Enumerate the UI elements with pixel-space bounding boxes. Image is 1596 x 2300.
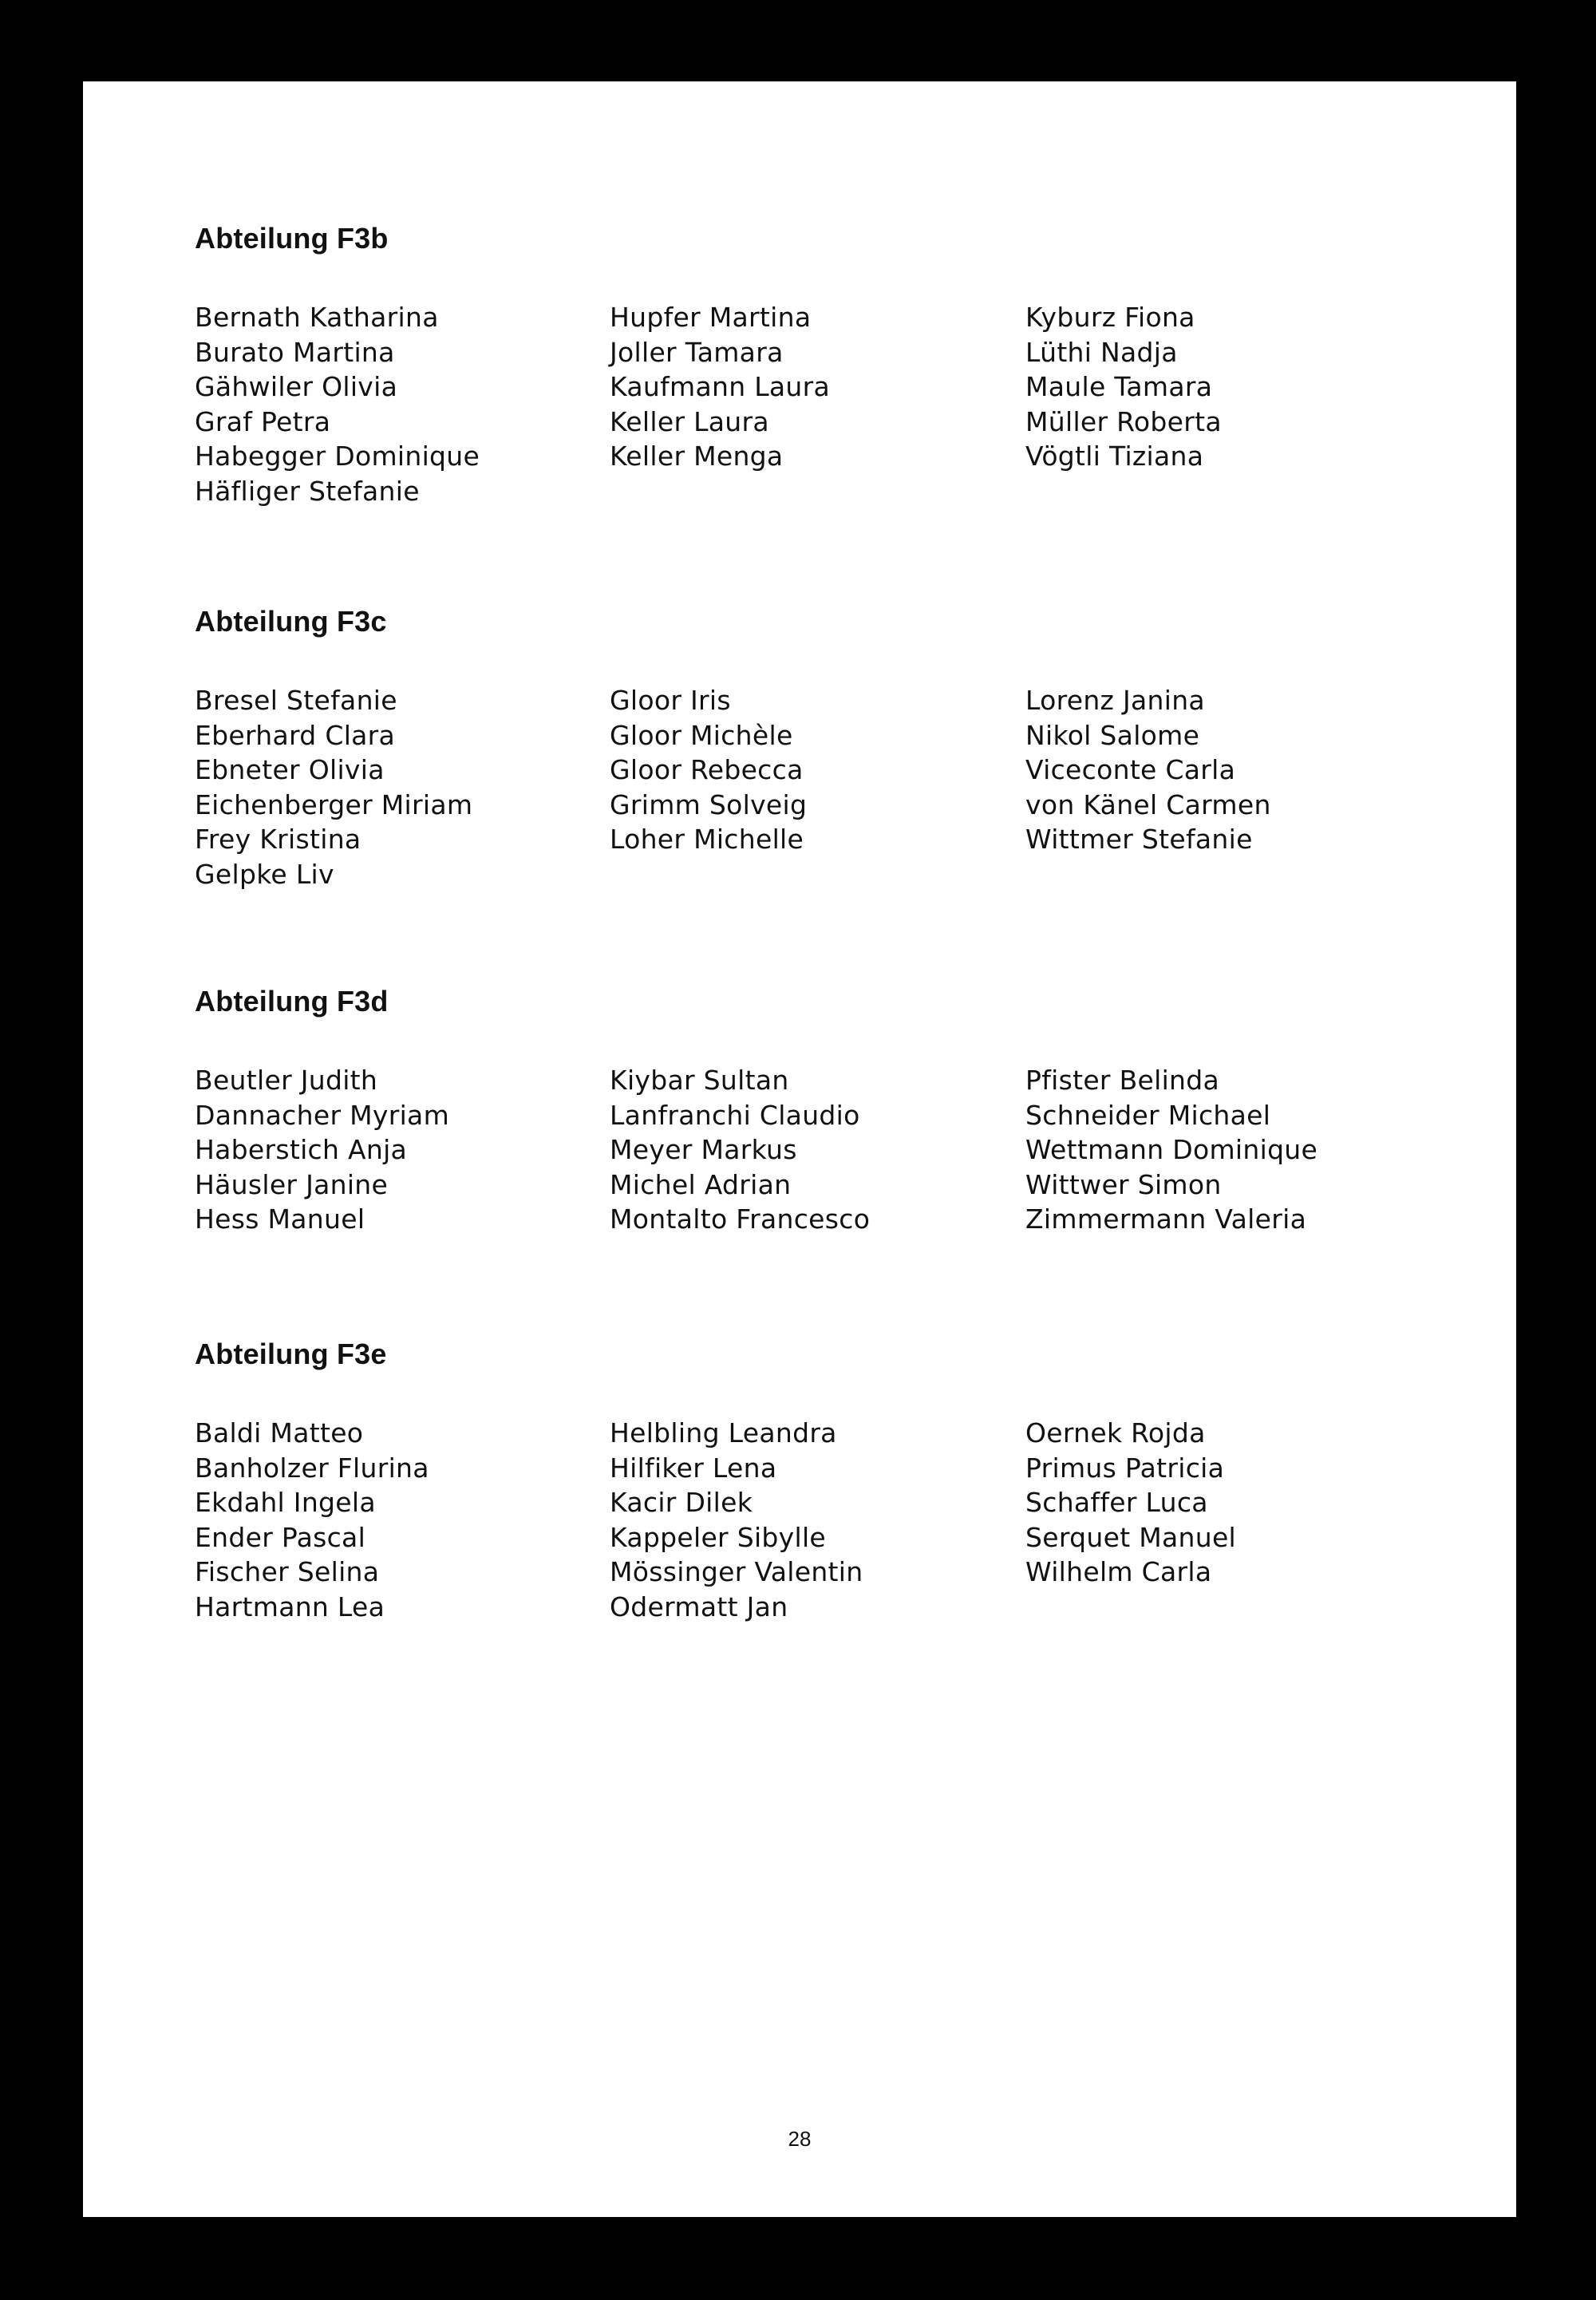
list-item: Keller Menga xyxy=(610,441,784,472)
name-column xyxy=(195,683,594,891)
list-item: Gloor Michèle xyxy=(610,719,793,751)
list-item: Wittmer Stefanie xyxy=(1025,824,1253,855)
list-item: Gähwiler Olivia xyxy=(195,371,398,402)
list-item: Wilhelm Carla xyxy=(1025,1556,1212,1587)
list-item: Zimmermann Valeria xyxy=(1025,1203,1307,1235)
list-item: Haberstich Anja xyxy=(195,1134,408,1165)
list-item: Oernek Rojda xyxy=(1025,1417,1206,1448)
list-item: Kiybar Sultan xyxy=(610,1065,789,1096)
name-column xyxy=(610,1416,1009,1624)
list-item: Hartmann Lea xyxy=(195,1591,385,1622)
list-item: von Känel Carmen xyxy=(1025,788,1271,820)
list-item: Loher Michelle xyxy=(610,824,804,855)
list-item: Schneider Michael xyxy=(1025,1099,1271,1131)
list-item: Primus Patricia xyxy=(1025,1452,1225,1484)
list-item: Schaffer Luca xyxy=(1025,1487,1208,1518)
name-column xyxy=(610,683,1009,857)
list-item: Lüthi Nadja xyxy=(1025,336,1178,368)
list-item: Pfister Belinda xyxy=(1025,1065,1220,1096)
list-item: Burato Martina xyxy=(195,336,395,368)
list-item: Michel Adrian xyxy=(610,1168,792,1200)
list-item: Baldi Matteo xyxy=(195,1417,364,1448)
list-item: Lanfranchi Claudio xyxy=(610,1099,860,1131)
list-item: Eberhard Clara xyxy=(195,719,396,751)
list-item: Banholzer Flurina xyxy=(195,1452,429,1484)
list-item: Serquet Manuel xyxy=(1025,1521,1237,1553)
list-item: Gelpke Liv xyxy=(195,858,334,890)
list-item: Dannacher Myriam xyxy=(195,1099,450,1131)
list-item: Gloor Rebecca xyxy=(610,754,804,785)
list-item: Ebneter Olivia xyxy=(195,754,385,785)
list-item: Kacir Dilek xyxy=(610,1487,753,1518)
section-heading: Abteilung F3d xyxy=(195,985,389,1018)
list-item: Viceconte Carla xyxy=(1025,754,1236,785)
document-page xyxy=(83,81,1516,2217)
list-item: Kappeler Sibylle xyxy=(610,1521,827,1553)
name-column xyxy=(1025,1063,1424,1237)
name-column xyxy=(1025,1416,1424,1590)
list-item: Grimm Solveig xyxy=(610,788,808,820)
section-heading: Abteilung F3c xyxy=(195,605,387,638)
list-item: Odermatt Jan xyxy=(610,1591,788,1622)
list-item: Frey Kristina xyxy=(195,824,361,855)
section-heading: Abteilung F3e xyxy=(195,1338,387,1370)
name-column xyxy=(610,1063,1009,1237)
name-column xyxy=(195,300,594,508)
list-item: Bernath Katharina xyxy=(195,302,439,333)
list-item: Hess Manuel xyxy=(195,1203,365,1235)
list-item: Helbling Leandra xyxy=(610,1417,837,1448)
section-heading: Abteilung F3b xyxy=(195,222,389,255)
list-item: Ekdahl Ingela xyxy=(195,1487,376,1518)
name-column xyxy=(1025,683,1424,857)
list-item: Nikol Salome xyxy=(1025,719,1200,751)
list-item: Meyer Markus xyxy=(610,1134,797,1165)
list-item: Bresel Stefanie xyxy=(195,685,397,716)
list-item: Maule Tamara xyxy=(1025,371,1213,402)
name-column xyxy=(195,1063,594,1237)
list-item: Mössinger Valentin xyxy=(610,1556,863,1587)
list-item: Hilfiker Lena xyxy=(610,1452,777,1484)
list-item: Vögtli Tiziana xyxy=(1025,441,1204,472)
list-item: Hupfer Martina xyxy=(610,302,812,333)
list-item: Lorenz Janina xyxy=(1025,685,1205,716)
list-item: Häfliger Stefanie xyxy=(195,475,420,507)
list-item: Häusler Janine xyxy=(195,1168,389,1200)
list-item: Müller Roberta xyxy=(1025,405,1222,437)
list-item: Graf Petra xyxy=(195,405,331,437)
list-item: Keller Laura xyxy=(610,405,769,437)
list-item: Montalto Francesco xyxy=(610,1203,871,1235)
list-item: Wettmann Dominique xyxy=(1025,1134,1318,1165)
list-item: Ender Pascal xyxy=(195,1521,366,1553)
list-item: Kyburz Fiona xyxy=(1025,302,1195,333)
list-item: Fischer Selina xyxy=(195,1556,380,1587)
name-column xyxy=(195,1416,594,1624)
list-item: Eichenberger Miriam xyxy=(195,788,473,820)
list-item: Joller Tamara xyxy=(610,336,784,368)
list-item: Beutler Judith xyxy=(195,1065,378,1096)
name-column xyxy=(1025,300,1424,474)
name-column xyxy=(610,300,1009,474)
list-item: Wittwer Simon xyxy=(1025,1168,1222,1200)
list-item: Kaufmann Laura xyxy=(610,371,831,402)
list-item: Gloor Iris xyxy=(610,685,731,716)
page-number: 28 xyxy=(788,2127,812,2151)
list-item: Habegger Dominique xyxy=(195,441,480,472)
